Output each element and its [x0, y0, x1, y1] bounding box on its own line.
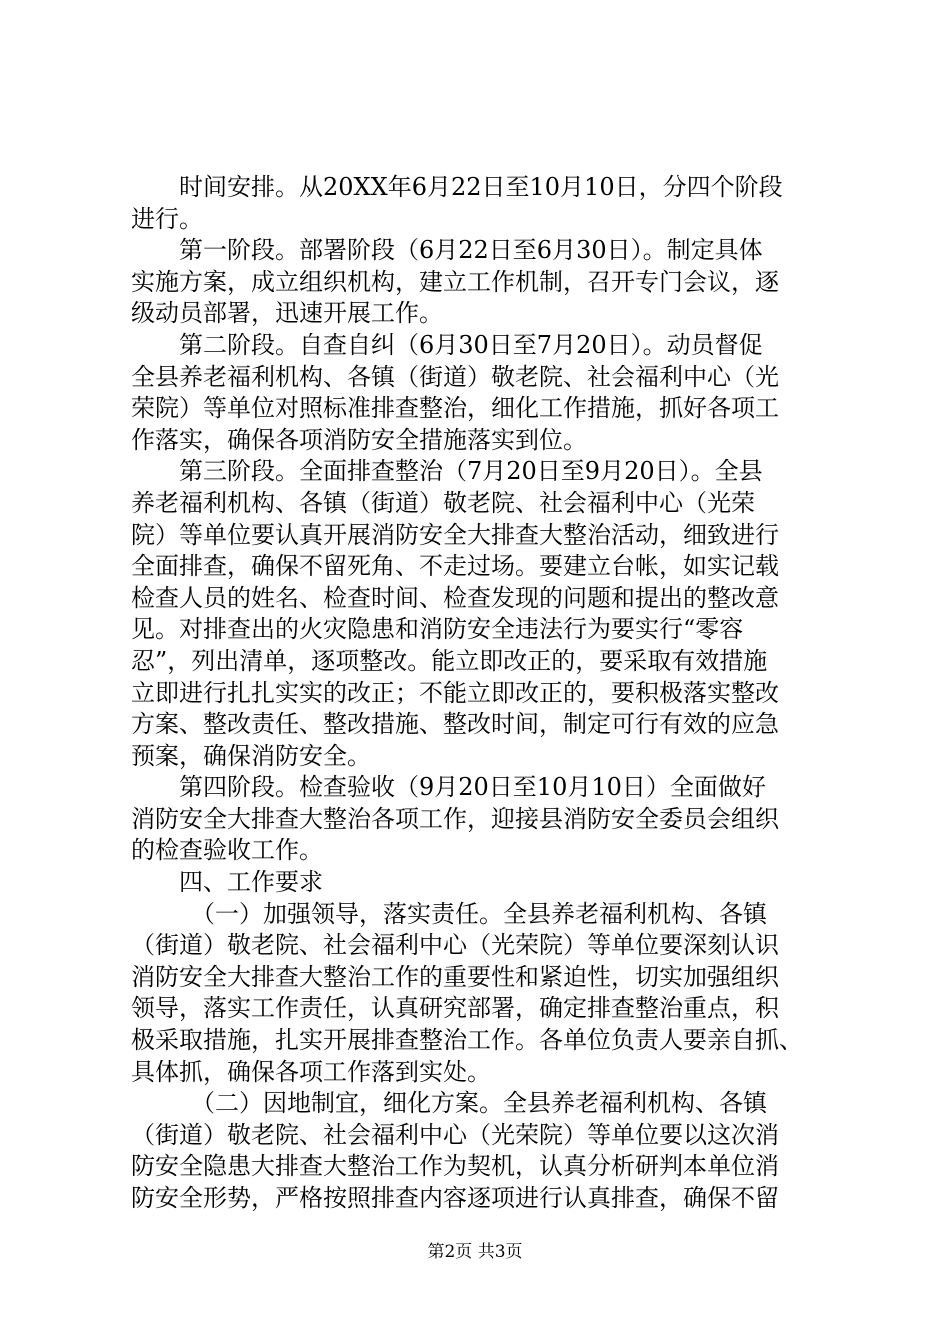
text-line: （二）因地制宜，细化方案。全县养老福利机构、各镇 [191, 1089, 767, 1118]
text-line: 时间安排。从20XX年6月22日至10月10日，分四个阶段 [179, 173, 783, 201]
text-line: 忍”，列出清单，逐项整改。能立即改正的，要采取有效措施 [131, 646, 768, 675]
text-line: 检查人员的姓名、检查时间、检查发现的问题和提出的整改意 [131, 583, 779, 612]
text-line: 的检查验收工作。 [131, 836, 323, 865]
text-line: 消防安全大排查大整治工作的重要性和紧迫性，切实加强组织 [131, 962, 779, 991]
text-line: 领导，落实工作责任，认真研究部署，确定排查整治重点，积 [131, 994, 779, 1023]
text-line: 养老福利机构、各镇（街道）敬老院、社会福利中心（光荣 [131, 488, 755, 517]
text-line: 方案、整改责任、整改措施、整改时间，制定可行有效的应急 [131, 710, 779, 739]
text-line: 四、工作要求 [179, 868, 323, 897]
text-line: 极采取措施，扎实开展排查整治工作。各单位负责人要亲自抓、 [131, 1026, 803, 1055]
text-line: 院）等单位要认真开展消防安全大排查大整治活动，细致进行 [131, 520, 779, 549]
text-line: 第二阶段。自查自纠（6月30日至7月20日）。动员督促 [179, 330, 763, 359]
text-line: 级动员部署，迅速开展工作。 [131, 299, 443, 328]
text-line: 荣院）等单位对照标准排查整治，细化工作措施，抓好各项工 [131, 394, 779, 423]
page-footer: 第2页 共3页 [427, 1242, 523, 1262]
text-line: 预案，确保消防安全。 [131, 741, 371, 770]
text-line: 进行。 [131, 204, 203, 233]
text-line: 立即进行扎扎实实的改正；不能立即改正的，要积极落实整改 [131, 678, 779, 707]
document-body [131, 172, 831, 1215]
text-line: 全面排查，确保不留死角、不走过场。要建立台帐，如实记载 [131, 552, 779, 581]
text-line: 第四阶段。检查验收（9月20日至10月10日）全面做好 [179, 773, 766, 802]
text-line: （一）加强领导，落实责任。全县养老福利机构、各镇 [191, 899, 767, 928]
text-line: 作落实，确保各项消防安全措施落实到位。 [131, 425, 587, 454]
text-line: （街道）敬老院、社会福利中心（光荣院）等单位要以这次消 [131, 1120, 779, 1149]
text-line: 防安全形势，严格按照排查内容逐项进行认真排查，确保不留 [131, 1184, 779, 1212]
text-line: 第三阶段。全面排查整治（7月20日至9月20日）。全县 [179, 457, 763, 486]
text-line: 具体抓，确保各项工作落到实处。 [131, 1057, 491, 1086]
text-line: 防安全隐患大排查大整治工作为契机，认真分析研判本单位消 [131, 1152, 779, 1181]
text-line: 第一阶段。部署阶段（6月22日至6月30日）。制定具体 [179, 236, 763, 265]
text-line: 全县养老福利机构、各镇（街道）敬老院、社会福利中心（光 [131, 362, 779, 391]
text-line: （街道）敬老院、社会福利中心（光荣院）等单位要深刻认识 [131, 931, 779, 960]
text-line: 实施方案，成立组织机构，建立工作机制，召开专门会议，逐 [131, 267, 779, 296]
text-line: 见。对排查出的火灾隐患和消防安全违法行为要实行“零容 [131, 615, 744, 644]
text-line: 消防安全大排查大整治各项工作，迎接县消防安全委员会组织 [131, 804, 779, 833]
